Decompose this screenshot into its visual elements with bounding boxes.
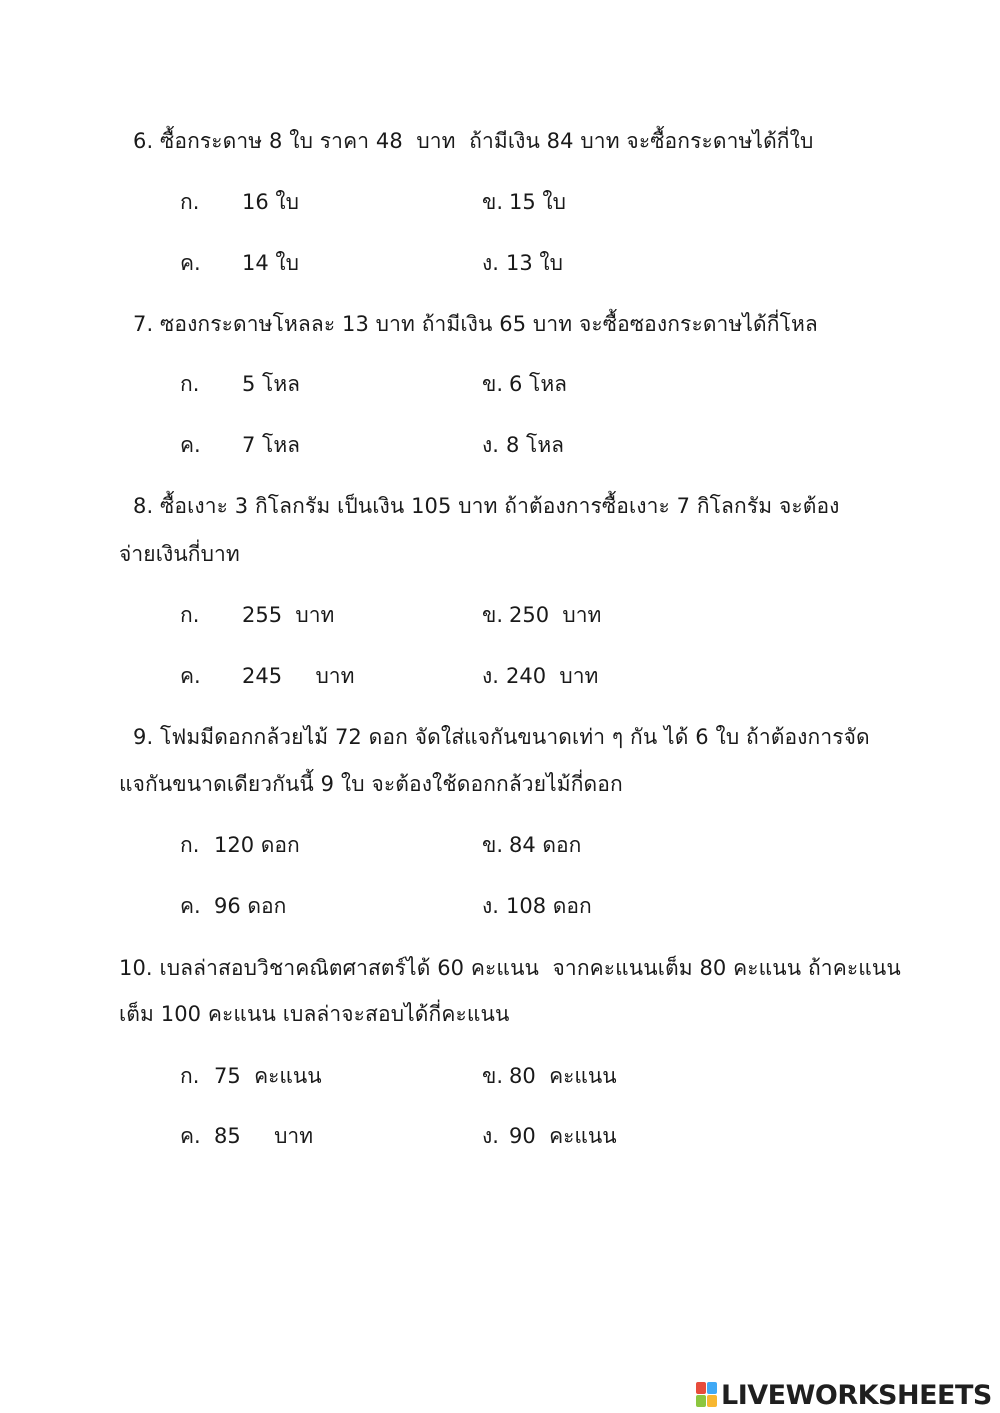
choice-label: ข.	[482, 603, 504, 627]
choice-label: ก.	[180, 603, 200, 627]
question-8-text-cont: จ่ายเงินกี่บาท	[119, 542, 240, 566]
choice-text: 15 ใบ	[509, 190, 566, 214]
choice-label: ค.	[180, 433, 201, 457]
question-10-text: 10. เบลล่าสอบวิชาคณิตศาสตร์ได้ 60 คะแนน จากคะแนนเต็ม 80 คะแนน ถ้าคะแนน	[119, 956, 901, 980]
choice-label: ง.	[482, 894, 499, 918]
choice-label: ค.	[180, 894, 201, 918]
choice-label: ข.	[482, 1064, 504, 1088]
choice-label: ค.	[180, 1124, 201, 1148]
choice-text: 90 คะแนน	[509, 1124, 617, 1148]
choice-text: 245 บาท	[242, 664, 355, 688]
choice-text: 16 ใบ	[242, 190, 299, 214]
choice-text: 84 ดอก	[509, 833, 582, 857]
choice-text: 120 ดอก	[214, 833, 300, 857]
choice-label: ก.	[180, 372, 200, 396]
choice-text: 75 คะแนน	[214, 1064, 322, 1088]
choice-text: 85 บาท	[214, 1124, 314, 1148]
choice-label: ค.	[180, 251, 201, 275]
choice-text: 255 บาท	[242, 603, 335, 627]
choice-text: 96 ดอก	[214, 894, 287, 918]
choice-label: ข.	[482, 372, 504, 396]
brand-name: LIVEWORKSHEETS	[721, 1379, 992, 1411]
choice-text: 13 ใบ	[506, 251, 563, 275]
choice-label: ข.	[482, 190, 504, 214]
question-6-text: 6. ซื้อกระดาษ 8 ใบ ราคา 48 บาท ถ้ามีเงิน 84 บาท จะซื้อกระดาษได้กี่ใบ	[133, 129, 814, 153]
choice-text: 7 โหล	[242, 433, 301, 457]
choice-text: 240 บาท	[506, 664, 599, 688]
choice-label: ง.	[482, 251, 499, 275]
choice-text: 108 ดอก	[506, 894, 592, 918]
liveworksheets-logo	[696, 1378, 992, 1412]
choice-label: ง.	[482, 433, 499, 457]
choice-label: ข.	[482, 833, 504, 857]
question-7-text: 7. ซองกระดาษโหลละ 13 บาท ถ้ามีเงิน 65 บาท จะซื้อซองกระดาษได้กี่โหล	[133, 312, 818, 336]
choice-text: 8 โหล	[506, 433, 565, 457]
choice-label: ค.	[180, 664, 201, 688]
question-10-text-cont: เต็ม 100 คะแนน เบลล่าจะสอบได้กี่คะแนน	[119, 1002, 510, 1026]
choice-text: 250 บาท	[509, 603, 602, 627]
choice-label: ก.	[180, 1064, 200, 1088]
choice-text: 80 คะแนน	[509, 1064, 617, 1088]
liveworksheets-icon	[696, 1382, 718, 1408]
choice-label: ก.	[180, 190, 200, 214]
choice-label: ง.	[482, 664, 499, 688]
question-8-text: 8. ซื้อเงาะ 3 กิโลกรัม เป็นเงิน 105 บาท ถ้าต้องการซื้อเงาะ 7 กิโลกรัม จะต้อง	[133, 494, 840, 518]
choice-text: 14 ใบ	[242, 251, 299, 275]
choice-label: ง.	[482, 1124, 499, 1148]
choice-label: ก.	[180, 833, 200, 857]
question-9-text-cont: แจกันขนาดเดียวกันนี้ 9 ใบ จะต้องใช้ดอกกล้วยไม้กี่ดอก	[119, 772, 623, 796]
choice-text: 6 โหล	[509, 372, 568, 396]
question-9-text: 9. โฟมมีดอกกล้วยไม้ 72 ดอก จัดใส่แจกันขนาดเท่า ๆ กัน ได้ 6 ใบ ถ้าต้องการจัด	[133, 725, 870, 749]
choice-text: 5 โหล	[242, 372, 301, 396]
